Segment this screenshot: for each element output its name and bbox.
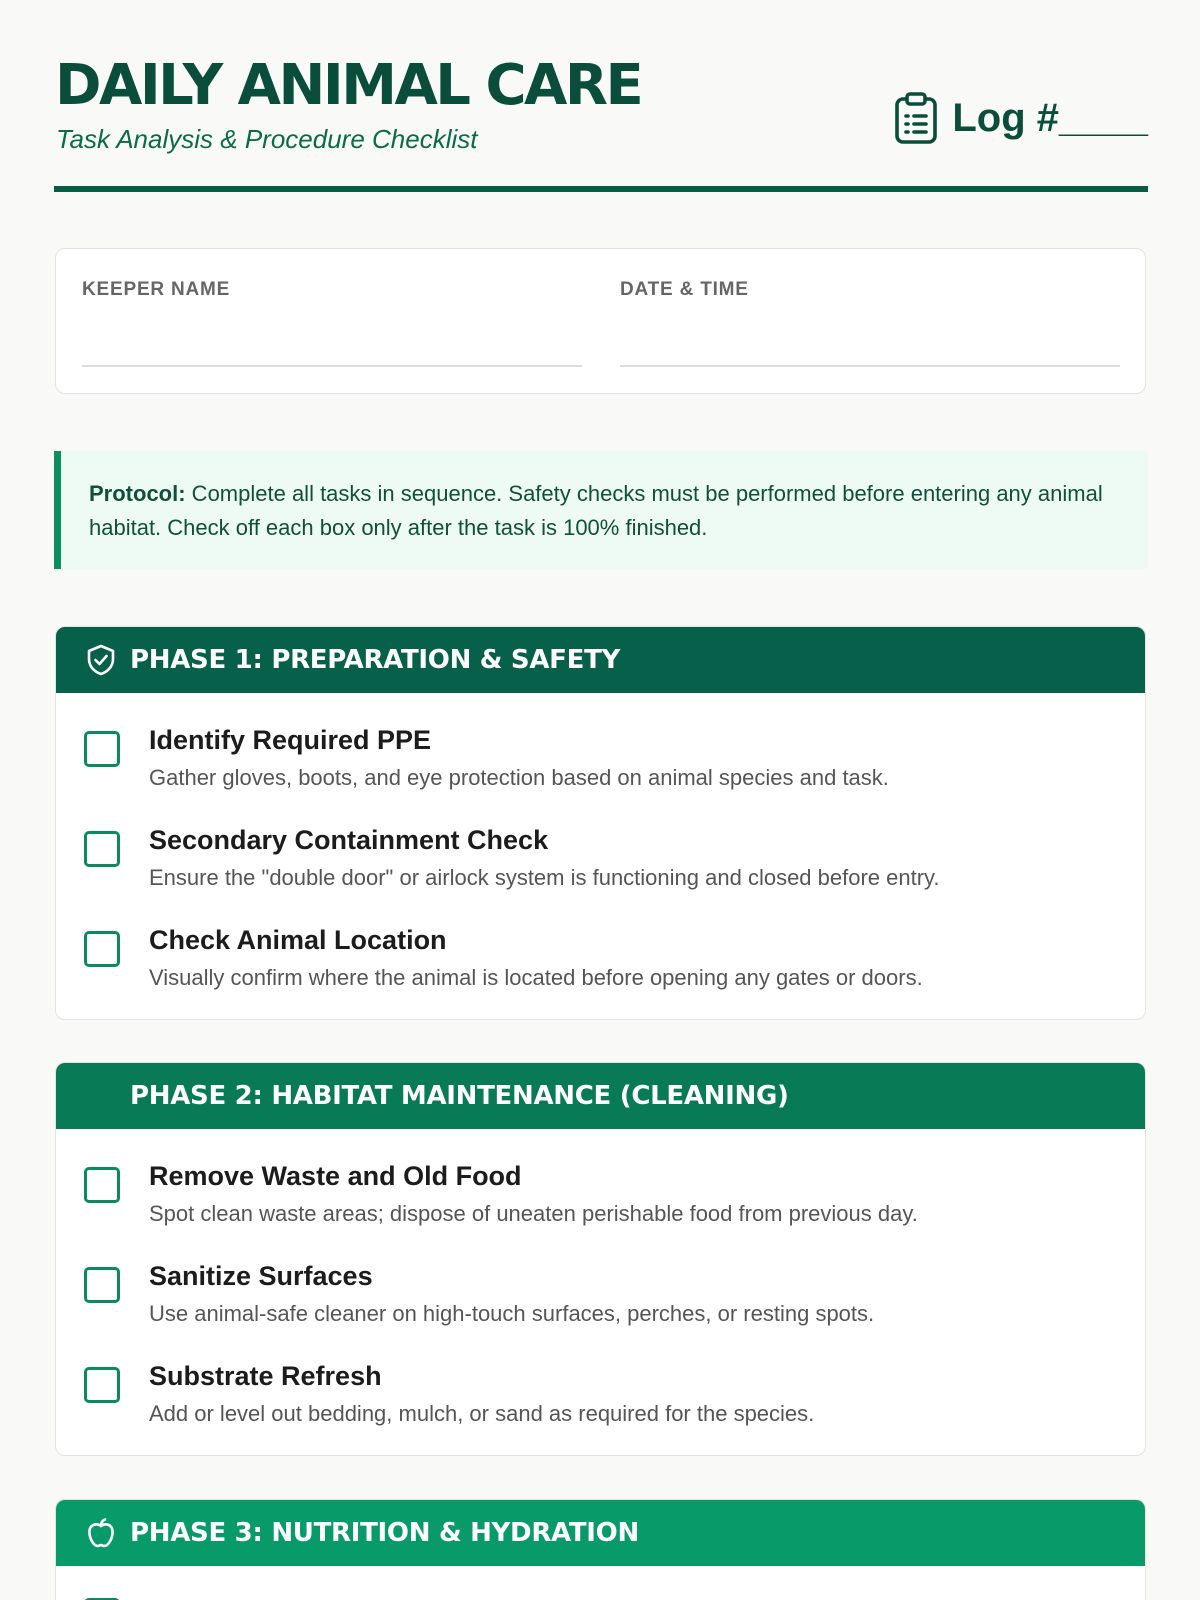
task-substrate-refresh[interactable]: [56, 1361, 1146, 1441]
phase-1-section: [55, 626, 1146, 1020]
task-title: Substrate Refresh: [149, 1361, 382, 1391]
task-checkbox[interactable]: [84, 1367, 120, 1403]
task-title: Sanitize Surfaces: [149, 1261, 373, 1291]
keeper-name-label: KEEPER NAME: [82, 279, 231, 300]
shield-check-icon: [84, 643, 118, 677]
task-title: Identify Required PPE: [149, 725, 432, 755]
phase-2-title: PHASE 2: HABITAT MAINTENANCE (CLEANING): [130, 1081, 789, 1111]
keeper-info-card: [55, 248, 1146, 394]
header-divider: [54, 186, 1148, 192]
phase-2-header: [56, 1063, 1145, 1129]
task-description: Use animal-safe cleaner on high-touch surfaces, perches, or resting spots.: [149, 1301, 875, 1326]
phase-1-title: PHASE 1: PREPARATION & SAFETY: [130, 645, 621, 675]
date-time-line[interactable]: [620, 365, 1120, 367]
date-time-label: DATE & TIME: [620, 279, 749, 300]
task-checkbox[interactable]: [84, 1267, 120, 1303]
log-number-label: Log #____: [952, 95, 1148, 140]
keeper-name-line[interactable]: [82, 365, 582, 367]
protocol-text: Complete all tasks in sequence. Safety checks must be performed before entering any animal habitat. Check off each box only after the task is 100% finished.: [89, 481, 1103, 540]
task-description: Visually confirm where the animal is located before opening any gates or doors.: [149, 965, 923, 990]
phase-3-title: PHASE 3: NUTRITION & HYDRATION: [130, 1518, 639, 1548]
protocol-label: Protocol:: [89, 481, 186, 506]
task-description: Add or level out bedding, mulch, or sand as required for the species.: [149, 1401, 815, 1426]
task-remove-waste[interactable]: [56, 1161, 1146, 1241]
task-identify-ppe[interactable]: [56, 725, 1146, 805]
page-title: DAILY ANIMAL CARE: [55, 53, 642, 118]
phase-3-header: [56, 1500, 1145, 1566]
apple-icon: [84, 1516, 118, 1550]
task-sanitize-surfaces[interactable]: [56, 1261, 1146, 1341]
task-title: Check Animal Location: [149, 925, 447, 955]
phase-1-header: [56, 627, 1145, 693]
task-checkbox[interactable]: [84, 731, 120, 767]
date-time-field[interactable]: [620, 279, 1120, 301]
task-title: Secondary Containment Check: [149, 825, 549, 855]
task-secondary-containment[interactable]: [56, 825, 1146, 905]
task-checkbox[interactable]: [84, 1167, 120, 1203]
task-title: Remove Waste and Old Food: [149, 1161, 522, 1191]
task-checkbox[interactable]: [84, 831, 120, 867]
task-description: Spot clean waste areas; dispose of uneaten perishable food from previous day.: [149, 1201, 918, 1226]
keeper-name-field[interactable]: [82, 279, 582, 301]
log-number: [894, 92, 1148, 144]
phase-2-icon-placeholder: [84, 1079, 118, 1113]
phase-3-section: [55, 1499, 1146, 1600]
phase-2-section: [55, 1062, 1146, 1456]
protocol-note: [54, 451, 1148, 569]
document-header: [55, 52, 1148, 192]
task-description: Gather gloves, boots, and eye protection based on animal species and task.: [149, 765, 889, 790]
clipboard-list-icon: [894, 92, 938, 144]
task-description: Ensure the "double door" or airlock system is functioning and closed before entry.: [149, 865, 940, 890]
task-check-animal-location[interactable]: [56, 925, 1146, 1005]
task-checkbox[interactable]: [84, 931, 120, 967]
page-subtitle: Task Analysis & Procedure Checklist: [56, 124, 478, 154]
